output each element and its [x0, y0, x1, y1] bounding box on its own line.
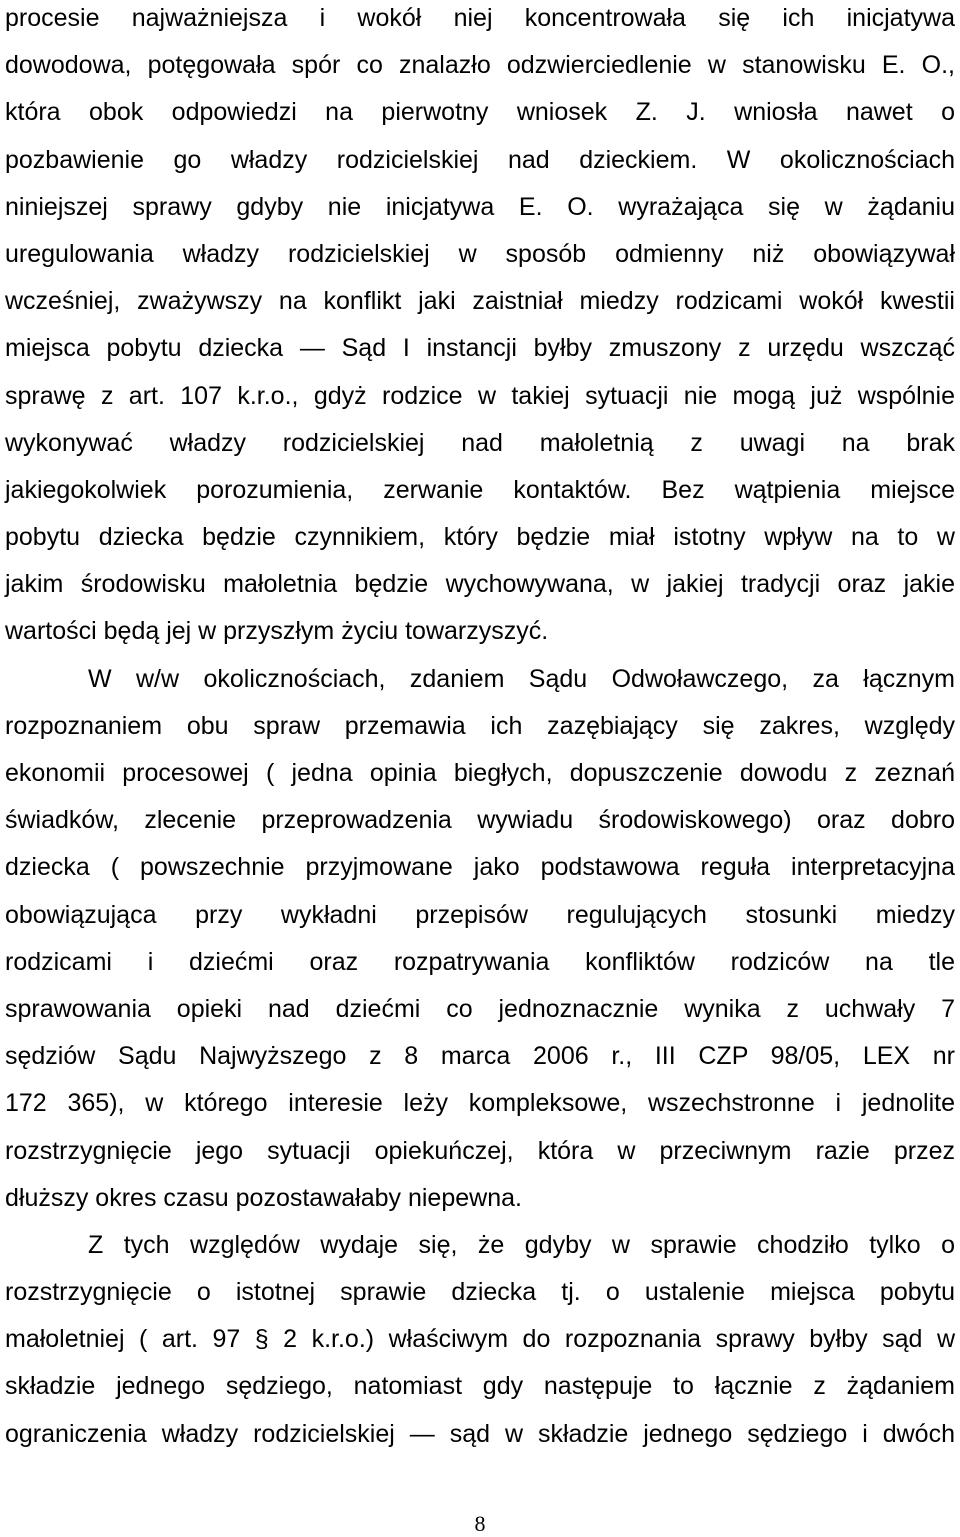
text-line: rozstrzygnięcie jego sytuacji opiekuńczej, która w przeciwnym razie przez: [5, 1136, 955, 1165]
text-line: dziecka ( powszechnie przyjmowane jako podstawowa reguła interpretacyjna: [5, 853, 955, 882]
text-line: pozbawienie go władzy rodzicielskiej nad dzieckiem. W okolicznościach: [5, 145, 955, 174]
text-line: rozstrzygnięcie o istotnej sprawie dziecka tj. o ustalenie miejsca pobytu: [5, 1278, 955, 1307]
text-line: wykonywać władzy rodzicielskiej nad małoletnią z uwagi na brak: [5, 428, 955, 457]
text-line: procesie najważniejsza i wokół niej koncentrowała się ich inicjatywa: [5, 4, 955, 32]
text-line: dowodowa, potęgowała spór co znalazło odzwierciedlenie w stanowisku E. O.,: [5, 51, 955, 80]
text-line: Z tych względów wydaje się, że gdyby w sprawie chodziło tylko o: [88, 1230, 955, 1259]
text-line: dłuższy okres czasu pozostawałaby niepewna.: [5, 1183, 522, 1212]
text-line: małoletniej ( art. 97 § 2 k.r.o.) właściwym do rozpoznania sprawy byłby sąd w: [5, 1325, 955, 1354]
text-line: pobytu dziecka będzie czynnikiem, który będzie miał istotny wpływ na to w: [5, 523, 955, 552]
page-number: 8: [474, 1511, 486, 1536]
document-body-text: [5, 0, 955, 1458]
text-line: wartości będą jej w przyszłym życiu towarzyszyć.: [5, 617, 549, 646]
text-line: ograniczenia władzy rodzicielskiej — sąd w składzie jednego sędziego i dwóch: [5, 1419, 955, 1448]
text-line: świadków, zlecenie przeprowadzenia wywiadu środowiskowego) oraz dobro: [5, 806, 955, 835]
text-line: jakim środowisku małoletnia będzie wychowywana, w jakiej tradycji oraz jakie: [5, 570, 955, 599]
text-line: składzie jednego sędziego, natomiast gdy następuje to łącznie z żądaniem: [5, 1372, 955, 1401]
text-line: obowiązująca przy wykładni przepisów regulujących stosunki miedzy: [5, 900, 955, 929]
text-line: wcześniej, zważywszy na konflikt jaki zaistniał miedzy rodzicami wokół kwestii: [5, 287, 955, 316]
text-line: niniejszej sprawy gdyby nie inicjatywa E. O. wyrażająca się w żądaniu: [5, 192, 955, 221]
text-line: ekonomii procesowej ( jedna opinia biegłych, dopuszczenie dowodu z zeznań: [5, 759, 955, 787]
text-line: sprawowania opieki nad dziećmi co jednoznacznie wynika z uchwały 7: [5, 994, 955, 1023]
text-line: jakiegokolwiek porozumienia, zerwanie kontaktów. Bez wątpienia miejsce: [5, 475, 955, 504]
text-line: sprawę z art. 107 k.r.o., gdyż rodzice w takiej sytuacji nie mogą już wspólnie: [5, 381, 955, 410]
text-line: sędziów Sądu Najwyższego z 8 marca 2006 r., III CZP 98/05, LEX nr: [5, 1042, 955, 1071]
text-line: miejsca pobytu dziecka — Sąd I instancji byłby zmuszony z urzędu wszcząć: [5, 334, 955, 363]
text-line: która obok odpowiedzi na pierwotny wniosek Z. J. wniosła nawet o: [5, 98, 955, 127]
text-line: rodzicami i dziećmi oraz rozpatrywania konfliktów rodziców na tle: [5, 947, 955, 976]
text-line: uregulowania władzy rodzicielskiej w sposób odmienny niż obowiązywał: [5, 239, 955, 268]
text-line: W w/w okolicznościach, zdaniem Sądu Odwoławczego, za łącznym: [88, 664, 955, 693]
text-line: rozpoznaniem obu spraw przemawia ich zazębiający się zakres, względy: [5, 711, 955, 740]
text-line: 172 365), w którego interesie leży kompleksowe, wszechstronne i jednolite: [5, 1089, 955, 1118]
